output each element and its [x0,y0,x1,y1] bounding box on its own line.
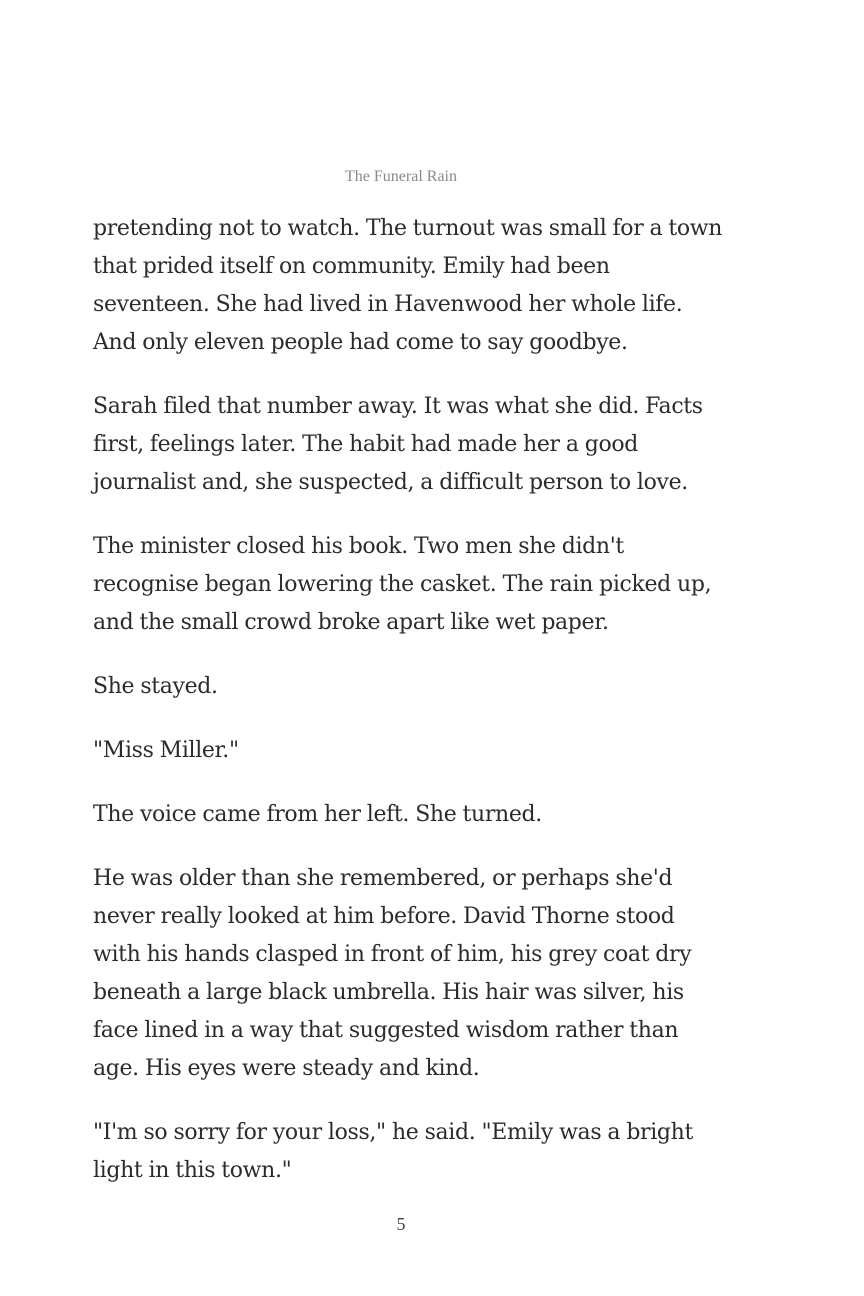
paragraph: Sarah filed that number away. It was what she did. Facts first, feelings later. The habit had made her a good journalist and, she suspected, a difficult person to love. [93,394,703,495]
paragraph: The voice came from her left. She turned. [93,802,542,827]
paragraph: The minister closed his book. Two men she didn't recognise began lowering the casket. The rain picked up, and the small crowd broke apart like wet paper. [93,534,712,635]
paragraph: pretending not to watch. The turnout was small for a town that prided itself on community. Emily had been seventeen. She had lived in Havenwood her whole life. And only eleven people had come to say goodbye. [93,216,723,355]
paragraph: She stayed. [93,674,218,699]
page-number: 5 [396,1214,406,1234]
paragraph: He was older than she remembered, or perhaps she'd never really looked at him before. David Thorne stood with his hands clasped in front of him, his grey coat dry beneath a large black umbrella. His hair was silver, his face lined in a way that suggested wisdom rather than age. His eyes were steady and kind. [93,866,692,1081]
paragraph: "I'm so sorry for your loss," he said. "Emily was a bright light in this town." [93,1120,693,1183]
paragraph: "Miss Miller." [93,738,239,763]
page-body [93,210,723,1216]
running-header-title: The Funeral Rain [345,168,457,185]
